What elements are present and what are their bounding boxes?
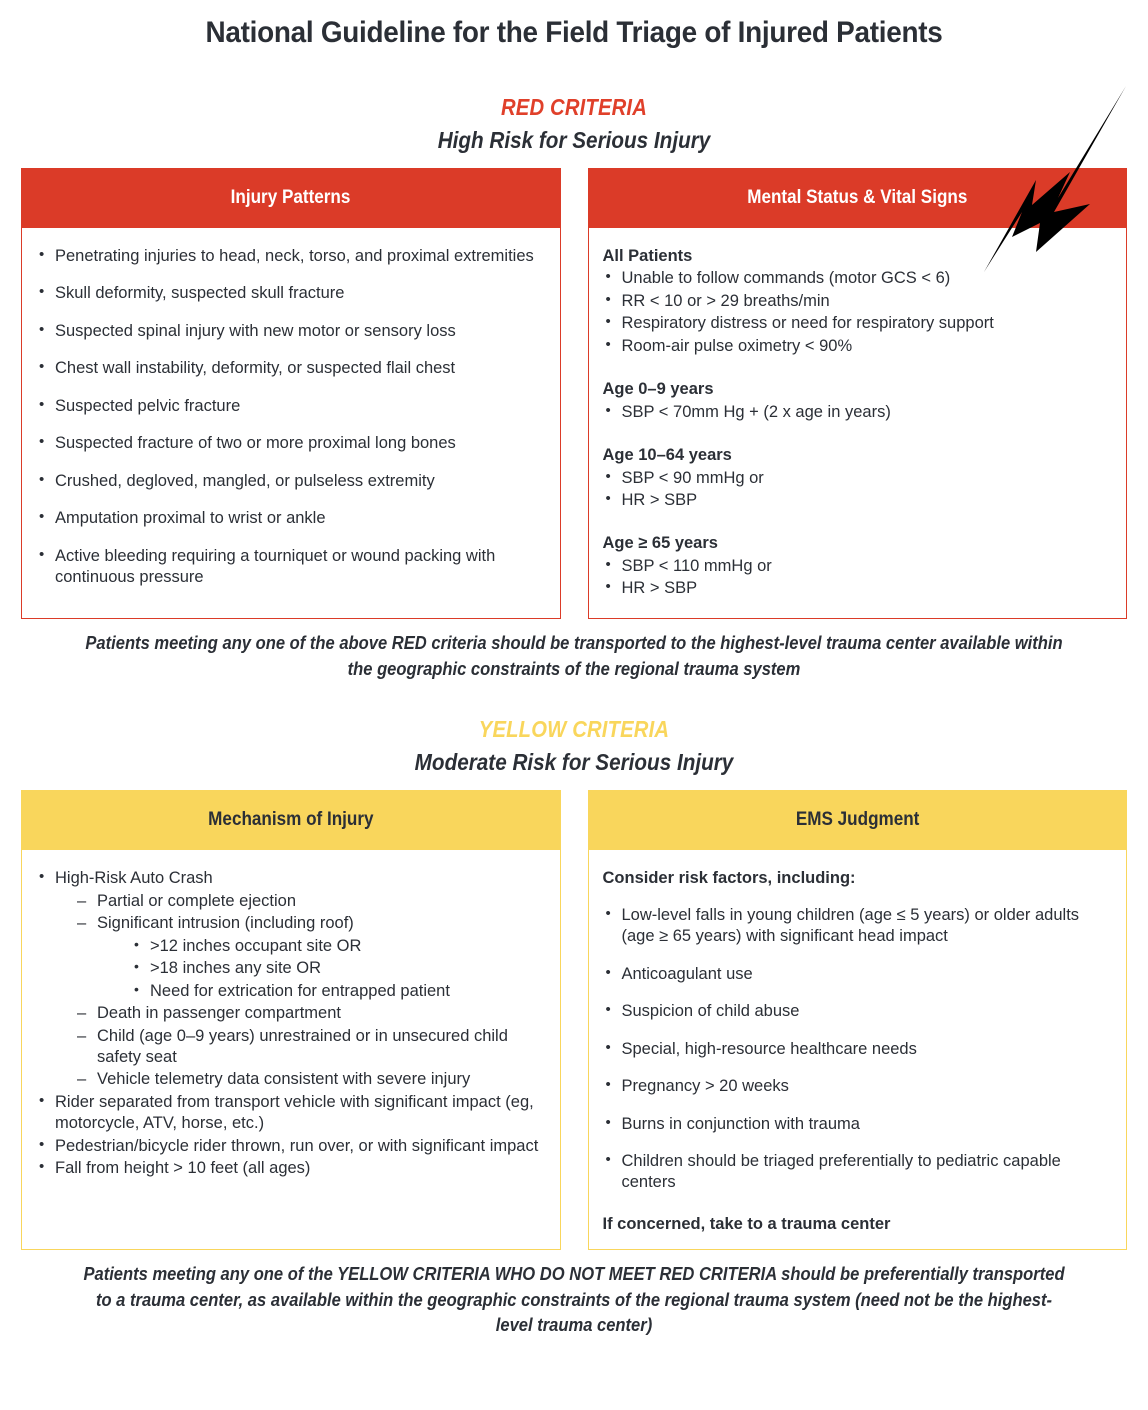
ems-judgment-header — [588, 790, 1128, 850]
injury-patterns-header — [21, 168, 561, 228]
mechanism-item: • Fall from height > 10 feet (all ages) — [36, 1158, 544, 1179]
mechanism-item: • Rider separated from transport vehicle with significant impact (eg, motorcycle, ATV, horse, etc.) — [36, 1092, 544, 1135]
injury-pattern-item: • Suspected fracture of two or more proximal long bones — [36, 433, 544, 454]
injury-pattern-item: • Suspected pelvic fracture — [36, 396, 544, 417]
ems-judgment-tail: If concerned, take to a trauma center — [602, 1214, 891, 1233]
section-spacer — [0, 682, 1148, 716]
mechanism-subsublist — [131, 936, 544, 1002]
ems-judgment-lead: Consider risk factors, including: — [602, 869, 856, 888]
injury-patterns-column — [21, 168, 561, 619]
mental-status-groups — [603, 246, 1111, 600]
vital-signs-group — [603, 246, 1111, 357]
ems-judgment-header-label: EMS Judgment — [795, 809, 919, 831]
vital-signs-list — [603, 468, 1111, 512]
mechanism-body — [21, 850, 561, 1250]
vital-signs-item: • SBP < 70mm Hg + (2 x age in years) — [603, 402, 1111, 423]
vital-signs-group — [603, 379, 1111, 423]
mental-status-header — [588, 168, 1128, 228]
vital-signs-list — [603, 268, 1111, 357]
vital-signs-group-title: All Patients — [602, 247, 693, 265]
ems-judgment-item: • Low-level falls in young children (age ≤ 5 years) or older adults (age ≥ 65 years) with significant head impact — [603, 905, 1111, 948]
mechanism-header-label: Mechanism of Injury — [208, 809, 374, 831]
yellow-criteria-label: YELLOW CRITERIA — [478, 716, 670, 743]
ems-judgment-item: • Special, high-resource healthcare needs — [603, 1039, 1111, 1060]
mental-status-header-label: Mental Status & Vital Signs — [747, 187, 968, 208]
ems-judgment-list — [603, 905, 1111, 1194]
mechanism-subitem: – Death in passenger compartment — [77, 1003, 544, 1024]
yellow-criteria-columns — [0, 790, 1148, 1250]
mechanism-subitem: – Child (age 0–9 years) unrestrained or in unsecured child safety seat — [77, 1026, 544, 1069]
injury-pattern-item: • Active bleeding requiring a tourniquet or wound packing with continuous pressure — [36, 546, 544, 589]
ems-judgment-panel — [588, 790, 1128, 1250]
ems-judgment-column — [588, 790, 1128, 1250]
mechanism-panel — [21, 790, 561, 1250]
injury-pattern-item: • Amputation proximal to wrist or ankle — [36, 508, 544, 529]
vital-signs-group-title: Age 10–64 years — [602, 446, 732, 465]
red-criteria-columns — [0, 168, 1148, 619]
vital-signs-list — [603, 402, 1111, 423]
red-criteria-footnote: Patients meeting any one of the above RED criteria should be transported to the highest-level trauma center available within the geographic constraints of the regional trauma system — [85, 633, 1063, 679]
vital-signs-group-title: Age ≥ 65 years — [602, 534, 718, 553]
vital-signs-group — [603, 533, 1111, 599]
vital-signs-item: • SBP < 90 mmHg or — [603, 468, 1111, 489]
red-criteria-subtitle: High Risk for Serious Injury — [437, 127, 711, 153]
mechanism-item: • Pedestrian/bicycle rider thrown, run over, or with significant impact — [36, 1136, 544, 1157]
mental-status-column — [588, 168, 1128, 619]
yellow-criteria-footnote: Patients meeting any one of the YELLOW CRITERIA WHO DO NOT MEET RED CRITERIA should be preferentially transported to a trauma center, as available within the geographic constraints of the regional trauma system (need not be the highest-level trauma center) — [83, 1264, 1065, 1336]
injury-patterns-list — [36, 246, 544, 588]
vital-signs-item: • HR > SBP — [603, 490, 1111, 511]
injury-pattern-item: • Chest wall instability, deformity, or suspected flail chest — [36, 358, 544, 379]
injury-patterns-panel — [21, 168, 561, 619]
injury-pattern-item: • Skull deformity, suspected skull fracture — [36, 283, 544, 304]
ems-judgment-item: • Burns in conjunction with trauma — [603, 1114, 1111, 1135]
mechanism-header — [21, 790, 561, 850]
ems-judgment-item: • Suspicion of child abuse — [603, 1001, 1111, 1022]
mechanism-subitem: – Partial or complete ejection — [77, 891, 544, 912]
ems-judgment-item: • Children should be triaged preferentially to pediatric capable centers — [603, 1151, 1111, 1194]
vital-signs-item: • Unable to follow commands (motor GCS < 6) — [603, 268, 1111, 289]
mechanism-subitem: – Significant intrusion (including roof) • >12 inches occupant site OR • >18 inches any site OR • Need for extrication for entrapped patient — [77, 913, 544, 1002]
vital-signs-item: • SBP < 110 mmHg or — [603, 556, 1111, 577]
vital-signs-group-title: Age 0–9 years — [602, 380, 714, 399]
ems-judgment-item: • Anticoagulant use — [603, 964, 1111, 985]
vital-signs-item: • RR < 10 or > 29 breaths/min — [603, 291, 1111, 312]
vital-signs-group — [603, 445, 1111, 511]
injury-patterns-body — [21, 228, 561, 619]
injury-pattern-item: • Suspected spinal injury with new motor or sensory loss — [36, 321, 544, 342]
page-title: National Guideline for the Field Triage of Injured Patients — [205, 16, 943, 49]
vital-signs-item: • HR > SBP — [603, 578, 1111, 599]
vital-signs-item: • Respiratory distress or need for respiratory support — [603, 313, 1111, 334]
mechanism-subitem: – Vehicle telemetry data consistent with severe injury — [77, 1069, 544, 1090]
mental-status-body — [588, 228, 1128, 619]
injury-pattern-item: • Crushed, degloved, mangled, or pulseless extremity — [36, 471, 544, 492]
ems-judgment-item: • Pregnancy > 20 weeks — [603, 1076, 1111, 1097]
vital-signs-list — [603, 556, 1111, 600]
mechanism-item: • High-Risk Auto Crash – Partial or complete ejection – Significant intrusion (including roof) • >12 inches occupant site OR • >18 inches any site OR • Need for extrication for entrapped patient – Death in passenger compartment – Child (age 0–9 years) unrestrained or in unsecured child safety seat – Vehicle telemetry data consistent with severe injury — [36, 868, 544, 1090]
mechanism-subsubitem: • >18 inches any site OR — [131, 958, 544, 979]
yellow-criteria-subtitle: Moderate Risk for Serious Injury — [414, 749, 734, 776]
mechanism-column — [21, 790, 561, 1250]
mechanism-sublist — [77, 891, 544, 1091]
injury-pattern-item: • Penetrating injuries to head, neck, torso, and proximal extremities — [36, 246, 544, 267]
ems-judgment-body — [588, 850, 1128, 1250]
vital-signs-item: • Room-air pulse oximetry < 90% — [603, 336, 1111, 357]
mental-status-panel — [588, 168, 1128, 619]
red-criteria-label: RED CRITERIA — [500, 94, 648, 120]
mechanism-subsubitem: • Need for extrication for entrapped patient — [131, 981, 544, 1002]
mechanism-list — [36, 868, 544, 1179]
injury-patterns-header-label: Injury Patterns — [230, 187, 351, 208]
mechanism-subsubitem: • >12 inches occupant site OR — [131, 936, 544, 957]
